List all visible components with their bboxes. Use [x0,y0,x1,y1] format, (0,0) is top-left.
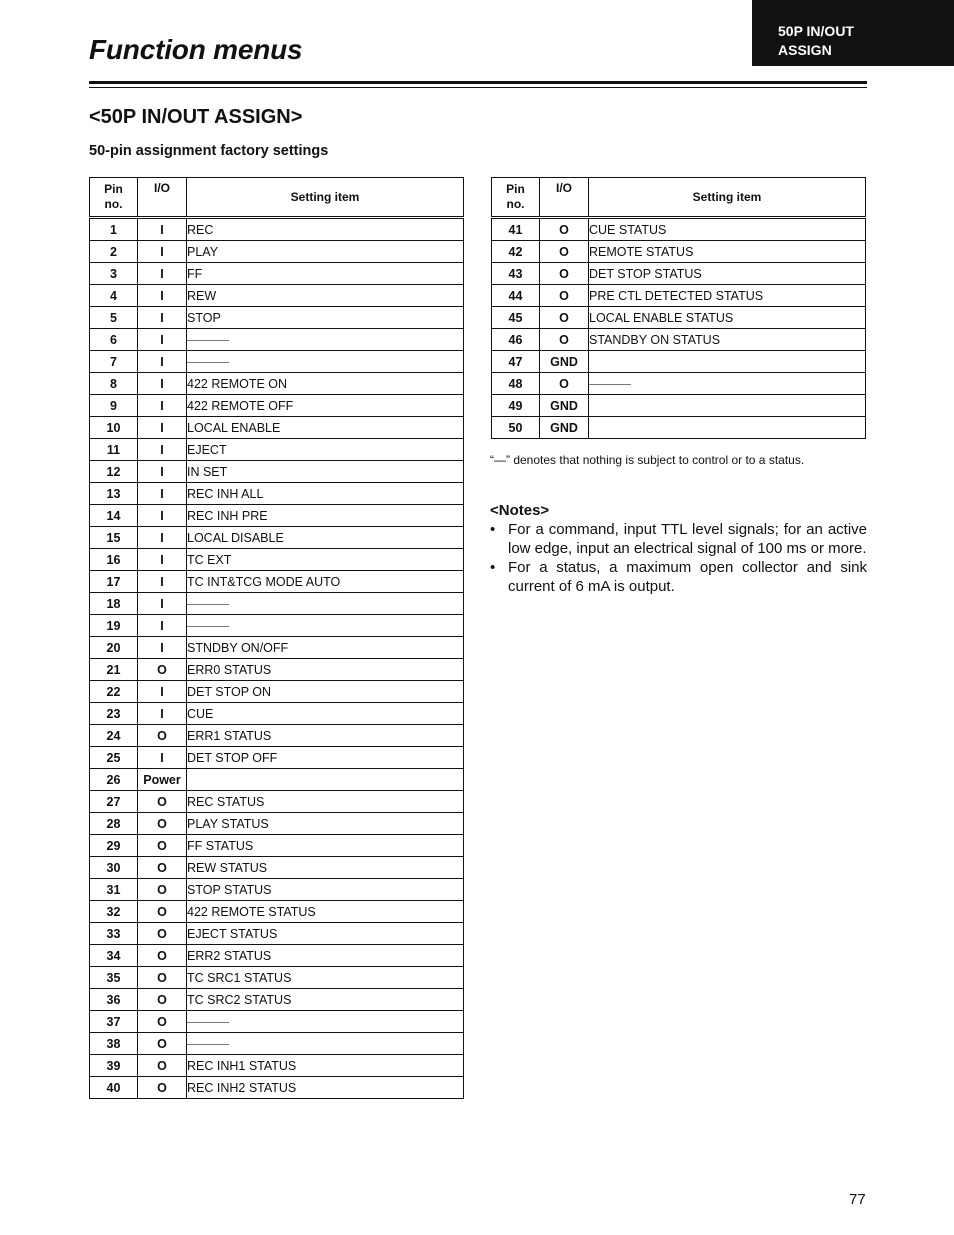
table-row [492,285,866,307]
io-cell: I [138,329,187,351]
pin-number-cell: 8 [90,373,138,395]
setting-item-cell: REMOTE STATUS [589,241,866,263]
pin-number-cell: 29 [90,835,138,857]
pin-table-right [491,177,866,439]
no-function-dash [187,604,229,605]
io-cell: I [138,395,187,417]
io-cell: I [138,307,187,329]
pin-number-cell: 18 [90,593,138,615]
pin-number-cell: 24 [90,725,138,747]
setting-item-cell: STANDBY ON STATUS [589,329,866,351]
io-cell: I [138,747,187,769]
pin-column-header [492,178,540,218]
pin-number-cell: 5 [90,307,138,329]
pin-header-line-1: Pin [506,182,525,196]
setting-item-cell: REC INH1 STATUS [187,1055,464,1077]
pin-number-cell: 48 [492,373,540,395]
io-column-header: I/O [540,178,589,218]
setting-item-cell: 422 REMOTE STATUS [187,901,464,923]
io-cell: O [138,945,187,967]
setting-item-cell [589,417,866,439]
table-row [90,571,464,593]
io-cell: O [540,329,589,351]
table-row [90,351,464,373]
header-rule-thin [89,87,867,88]
io-cell: I [138,461,187,483]
io-cell: I [138,241,187,263]
pin-number-cell: 23 [90,703,138,725]
io-cell: I [138,285,187,307]
pin-number-cell: 28 [90,813,138,835]
pin-number-cell: 13 [90,483,138,505]
pin-number-cell: 21 [90,659,138,681]
io-cell: O [138,813,187,835]
no-function-dash [187,362,229,363]
notes-list [490,520,867,596]
pin-number-cell: 50 [492,417,540,439]
note-text: For a command, input TTL level signals; for an active low edge, input an electrical signal of 100 ms or more. [508,521,867,557]
io-cell: O [138,857,187,879]
pin-header-line-1: Pin [104,182,123,196]
io-cell: GND [540,417,589,439]
setting-item-cell: DET STOP STATUS [589,263,866,285]
pin-number-cell: 10 [90,417,138,439]
io-cell: I [138,549,187,571]
io-cell: O [540,373,589,395]
pin-number-cell: 14 [90,505,138,527]
table-row [492,329,866,351]
pin-number-cell: 17 [90,571,138,593]
io-cell: GND [540,351,589,373]
setting-item-cell: CUE [187,703,464,725]
pin-number-cell: 32 [90,901,138,923]
io-cell: O [138,1033,187,1055]
pin-number-cell: 22 [90,681,138,703]
no-function-dash [187,1044,229,1045]
setting-item-cell: TC INT&TCG MODE AUTO [187,571,464,593]
io-cell: I [138,373,187,395]
pin-number-cell: 20 [90,637,138,659]
setting-item-cell: FF STATUS [187,835,464,857]
pin-number-cell: 34 [90,945,138,967]
io-cell: I [138,527,187,549]
setting-item-cell: EJECT STATUS [187,923,464,945]
table-row [90,989,464,1011]
setting-item-cell: PLAY STATUS [187,813,464,835]
io-cell: I [138,505,187,527]
pin-number-cell: 45 [492,307,540,329]
table-row [90,549,464,571]
pin-number-cell: 43 [492,263,540,285]
io-cell: I [138,615,187,637]
dash-footnote: “—” denotes that nothing is subject to control or to a status. [490,453,805,467]
pin-number-cell: 33 [90,923,138,945]
setting-item-cell: FF [187,263,464,285]
pin-number-cell: 15 [90,527,138,549]
table-row [90,813,464,835]
no-function-dash [187,626,229,627]
setting-item-cell: REW STATUS [187,857,464,879]
setting-item-cell: ERR0 STATUS [187,659,464,681]
table-row [90,967,464,989]
table-row [90,1055,464,1077]
setting-item-cell: REC STATUS [187,791,464,813]
bullet-icon: • [490,559,496,576]
table-row [90,395,464,417]
table-row [90,483,464,505]
pin-number-cell: 37 [90,1011,138,1033]
notes-section [490,501,867,596]
table-row [492,373,866,395]
pin-number-cell: 44 [492,285,540,307]
setting-column-header: Setting item [187,178,464,218]
table-row [492,351,866,373]
section-tab [752,0,954,66]
setting-item-cell: 422 REMOTE ON [187,373,464,395]
io-cell: O [138,923,187,945]
setting-item-cell [187,1033,464,1055]
setting-item-cell [187,593,464,615]
table-row [90,901,464,923]
table-row [90,747,464,769]
table-row [90,879,464,901]
no-function-dash [187,1022,229,1023]
table-row [90,923,464,945]
pin-number-cell: 2 [90,241,138,263]
pin-number-cell: 3 [90,263,138,285]
table-subheading: 50-pin assignment factory settings [89,143,329,159]
pin-number-cell: 4 [90,285,138,307]
table-row [492,263,866,285]
setting-item-cell [187,351,464,373]
io-cell: I [138,703,187,725]
page-number: 77 [849,1191,866,1208]
table-row [90,835,464,857]
table-row [90,417,464,439]
no-function-dash [589,384,631,385]
table-row [492,395,866,417]
pin-number-cell: 11 [90,439,138,461]
io-cell: Power [138,769,187,791]
setting-item-cell: PRE CTL DETECTED STATUS [589,285,866,307]
io-cell: O [138,901,187,923]
setting-item-cell: ERR2 STATUS [187,945,464,967]
setting-item-cell [187,1011,464,1033]
table-row [90,725,464,747]
section-tab-line-1: 50P IN/OUT [778,23,854,39]
io-cell: I [138,637,187,659]
io-cell: O [138,1077,187,1099]
notes-title: <Notes> [490,502,550,519]
io-cell: I [138,417,187,439]
setting-item-cell: LOCAL ENABLE [187,417,464,439]
setting-item-cell: STOP STATUS [187,879,464,901]
io-cell: O [138,1055,187,1077]
io-cell: I [138,351,187,373]
table-row [90,703,464,725]
table-row [90,615,464,637]
table-row [90,1011,464,1033]
pin-number-cell: 16 [90,549,138,571]
io-cell: I [138,681,187,703]
setting-item-cell: LOCAL ENABLE STATUS [589,307,866,329]
pin-column-header [90,178,138,218]
table-row [90,505,464,527]
setting-item-cell: DET STOP OFF [187,747,464,769]
note-text: For a status, a maximum open collector and sink current of 6 mA is output. [508,559,867,595]
io-cell: I [138,571,187,593]
io-cell: O [138,879,187,901]
io-cell: O [540,307,589,329]
table-row [90,373,464,395]
io-cell: O [138,1011,187,1033]
table-row [492,307,866,329]
setting-item-cell [187,769,464,791]
setting-item-cell [589,373,866,395]
io-column-header: I/O [138,178,187,218]
pin-number-cell: 38 [90,1033,138,1055]
setting-item-cell: STOP [187,307,464,329]
pin-number-cell: 31 [90,879,138,901]
table-header-row [90,178,464,218]
table-header-row [492,178,866,218]
table-row [90,461,464,483]
table-row [90,945,464,967]
io-cell: O [138,659,187,681]
io-cell: I [138,593,187,615]
pin-number-cell: 35 [90,967,138,989]
note-item [490,520,867,558]
pin-header-line-2: no. [104,197,123,211]
table-row [90,439,464,461]
setting-item-cell: 422 REMOTE OFF [187,395,464,417]
pin-number-cell: 26 [90,769,138,791]
table-row [90,857,464,879]
setting-item-cell: TC SRC1 STATUS [187,967,464,989]
io-cell: I [138,263,187,285]
io-cell: O [138,791,187,813]
setting-item-cell [589,395,866,417]
setting-item-cell: DET STOP ON [187,681,464,703]
table-row [90,285,464,307]
io-cell: I [138,439,187,461]
setting-item-cell: REC INH PRE [187,505,464,527]
pin-number-cell: 12 [90,461,138,483]
pin-number-cell: 36 [90,989,138,1011]
setting-item-cell: REW [187,285,464,307]
table-row [492,241,866,263]
pin-number-cell: 42 [492,241,540,263]
io-cell: O [138,967,187,989]
setting-item-cell: REC INH2 STATUS [187,1077,464,1099]
table-row [90,593,464,615]
setting-item-cell: ERR1 STATUS [187,725,464,747]
pin-number-cell: 46 [492,329,540,351]
table-row [90,329,464,351]
pin-number-cell: 41 [492,218,540,241]
table-row [90,1033,464,1055]
setting-item-cell: CUE STATUS [589,218,866,241]
pin-number-cell: 25 [90,747,138,769]
pin-number-cell: 6 [90,329,138,351]
io-cell: O [138,835,187,857]
io-cell: GND [540,395,589,417]
table-row [90,241,464,263]
table-row [90,307,464,329]
pin-header-line-2: no. [506,197,525,211]
table-row [90,659,464,681]
io-cell: O [138,989,187,1011]
table-row [492,417,866,439]
pin-number-cell: 39 [90,1055,138,1077]
io-cell: O [138,725,187,747]
table-row [90,218,464,241]
pin-number-cell: 7 [90,351,138,373]
note-item [490,558,867,596]
io-cell: I [138,218,187,241]
table-row [90,769,464,791]
pin-number-cell: 19 [90,615,138,637]
section-tab-line-2: ASSIGN [778,42,832,58]
header-rule-thick [89,81,867,84]
io-cell: O [540,218,589,241]
setting-item-cell: REC INH ALL [187,483,464,505]
section-heading: <50P IN/OUT ASSIGN> [89,106,303,128]
setting-item-cell: IN SET [187,461,464,483]
io-cell: I [138,483,187,505]
io-cell: O [540,263,589,285]
setting-item-cell [187,615,464,637]
pin-number-cell: 1 [90,218,138,241]
pin-number-cell: 9 [90,395,138,417]
pin-number-cell: 47 [492,351,540,373]
setting-item-cell: STNDBY ON/OFF [187,637,464,659]
pin-number-cell: 49 [492,395,540,417]
setting-column-header: Setting item [589,178,866,218]
setting-item-cell: PLAY [187,241,464,263]
table-row [90,263,464,285]
table-row [90,791,464,813]
setting-item-cell: TC SRC2 STATUS [187,989,464,1011]
setting-item-cell: TC EXT [187,549,464,571]
pin-number-cell: 40 [90,1077,138,1099]
io-cell: O [540,285,589,307]
io-cell: O [540,241,589,263]
table-row [90,527,464,549]
table-row [90,637,464,659]
table-row [90,681,464,703]
bullet-icon: • [490,521,496,538]
pin-number-cell: 27 [90,791,138,813]
setting-item-cell: LOCAL DISABLE [187,527,464,549]
setting-item-cell [589,351,866,373]
table-row [90,1077,464,1099]
pin-number-cell: 30 [90,857,138,879]
setting-item-cell: EJECT [187,439,464,461]
table-row [492,218,866,241]
page-title: Function menus [89,34,303,65]
setting-item-cell [187,329,464,351]
no-function-dash [187,340,229,341]
setting-item-cell: REC [187,218,464,241]
pin-table-left [89,177,464,1099]
